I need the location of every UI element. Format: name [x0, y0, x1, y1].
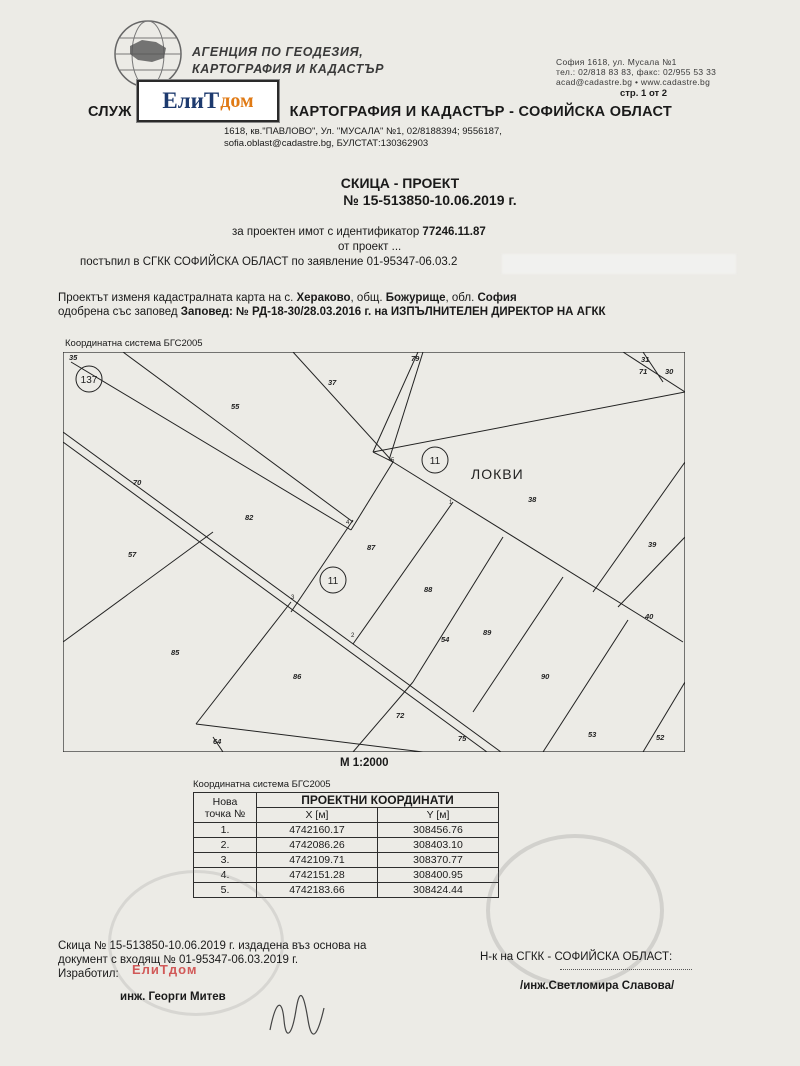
cell-y: 308456.76: [378, 823, 499, 838]
parcel-label: 86: [293, 672, 302, 681]
table-row: [194, 853, 499, 868]
agency-address: [556, 57, 716, 87]
cell-x: 4742183.66: [257, 883, 378, 898]
parcel-label: 55: [231, 402, 240, 411]
change-prefix: Проектът изменя кадастралната карта на с.: [58, 292, 294, 304]
issued-line1: Скица № 15-513850-10.06.2019 г. издадена въз основа на: [58, 940, 367, 952]
office-address: [224, 126, 502, 150]
parcel-label: 75: [458, 734, 467, 743]
faint-round-stamp: [486, 834, 664, 987]
point-label: 3: [291, 595, 295, 601]
property-id-prefix: за проектен имот с идентификатор: [232, 226, 420, 238]
approval-line: [58, 306, 606, 318]
table-coord-system: Координатна система БГС2005: [193, 779, 331, 790]
cell-x: 4742109.71: [257, 853, 378, 868]
parcel-label: 82: [245, 513, 254, 522]
header-x: X [м]: [257, 808, 378, 823]
office-address-line2: sofia.oblast@cadastre.bg, БУЛСТАТ:130362903: [224, 138, 429, 149]
agency-address-line: София 1618, ул. Мусала №1: [556, 57, 677, 67]
signature-scribble: [262, 990, 332, 1040]
header-y: Y [м]: [378, 808, 499, 823]
cell-y: 308424.44: [378, 883, 499, 898]
municipality-name: Божурище: [385, 292, 446, 304]
parcel-label: 53: [588, 730, 597, 739]
parcel-label: 85: [171, 648, 180, 657]
parcel-label: 79: [411, 354, 420, 363]
parcel-label: 54: [441, 635, 450, 644]
approval-prefix: одобрена със заповед: [58, 306, 178, 318]
region-name: София: [477, 292, 517, 304]
property-id-line: [232, 226, 486, 238]
page-number: стр. 1 от 2: [620, 88, 668, 99]
approval-order: Заповед: № РД-18-30/28.03.2016 г. на ИЗПЪЛНИТЕЛЕН ДИРЕКТОР НА АГКК: [180, 306, 606, 318]
agency-name-line1: АГЕНЦИЯ ПО ГЕОДЕЗИЯ,: [192, 45, 364, 59]
preparer-name: инж. Георги Митев: [120, 991, 226, 1003]
parcel-label: 88: [424, 585, 433, 594]
application-line: постъпил в СГКК СОФИЙСКА ОБЛАСТ по заявление 01-95347-06.03.2: [80, 256, 458, 268]
parcel-label: 52: [656, 733, 665, 742]
parcel-label: 64: [213, 737, 222, 746]
parcel-label: 57: [128, 550, 137, 559]
parcel-label: 90: [541, 672, 550, 681]
parcel-label: 89: [483, 628, 492, 637]
table-row: [194, 823, 499, 838]
redaction-blur: [502, 254, 736, 274]
circle-label: 11: [327, 576, 339, 587]
parcel-label: 72: [396, 711, 405, 720]
point-label: 4: [346, 520, 350, 526]
circle-label: 11: [429, 456, 441, 467]
document-title: СКИЦА - ПРОЕКТ: [340, 175, 460, 191]
cell-x: 4742160.17: [257, 823, 378, 838]
change-line: [58, 292, 517, 304]
cell-y: 308403.10: [378, 838, 499, 853]
office-title-suffix: КАРТОГРАФИЯ И КАДАСТЪР - СОФИЙСКА ОБЛАСТ: [289, 104, 673, 120]
cell-point: 5.: [194, 883, 257, 898]
map-coord-system: Координатна система БГС2005: [65, 338, 203, 349]
point-label: 2: [351, 633, 355, 639]
parcel-label: 35: [69, 353, 78, 362]
header-new: Нова: [212, 795, 238, 808]
cell-y: 308370.77: [378, 853, 499, 868]
property-id: 77246.11.87: [422, 226, 486, 238]
circle-label: 137: [80, 375, 98, 386]
cell-point: 1.: [194, 823, 257, 838]
parcel-label: 40: [645, 612, 654, 621]
cell-x: 4742151.28: [257, 868, 378, 883]
cell-point: 3.: [194, 853, 257, 868]
agency-name: [192, 44, 384, 78]
red-brand-stamp: ЕлиТдом: [132, 962, 198, 977]
parcel-label: 87: [367, 543, 376, 552]
map-scale: М 1:2000: [340, 757, 389, 769]
cell-x: 4742086.26: [257, 838, 378, 853]
parcel-label: 70: [133, 478, 142, 487]
brand-watermark-logo: [137, 80, 279, 122]
agency-name-line2: КАРТОГРАФИЯ И КАДАСТЪР: [192, 62, 385, 76]
agency-address-line: тел.: 02/818 83 83, факс: 02/955 53 33: [556, 67, 717, 77]
parcel-label: 31: [641, 355, 650, 364]
agency-address-line: acad@cadastre.bg • www.cadastre.bg: [556, 77, 711, 87]
parcel-label: 30: [665, 367, 674, 376]
issued-line2: документ с входящ № 01-95347-06.03.2019 г.: [58, 954, 299, 966]
header-point: точка №: [204, 807, 246, 820]
point-label: 1: [449, 500, 453, 506]
locality-name: ЛОКВИ: [471, 466, 524, 482]
cadastral-map: [63, 352, 685, 752]
parcel-label: 38: [528, 495, 537, 504]
project-line: от проект ...: [338, 241, 402, 253]
office-address-line1: 1618, кв."ПАВЛОВО", Ул. "МУСАЛА" №1, 02/8188394; 9556187,: [224, 126, 502, 137]
village-name: Хераково: [296, 292, 351, 304]
parcel-label: 39: [648, 540, 657, 549]
head-title: Н-к на СГКК - СОФИЙСКА ОБЛАСТ:: [480, 951, 673, 963]
point-label: 5: [391, 458, 395, 464]
table-row: [194, 838, 499, 853]
signature-line: [560, 969, 692, 970]
head-name: /инж.Светломира Славова/: [520, 980, 675, 992]
cell-point: 4.: [194, 868, 257, 883]
brand-house: дом: [220, 89, 254, 112]
change-mid: , общ.: [350, 292, 383, 304]
prepared-label: Изработил:: [58, 968, 119, 980]
cell-point: 2.: [194, 838, 257, 853]
parcel-label: 71: [639, 367, 648, 376]
document-number: № 15-513850-10.06.2019 г.: [343, 192, 517, 208]
parcel-label: 37: [328, 378, 337, 387]
office-title-prefix: СЛУЖ: [88, 104, 132, 120]
brand-text: ЕлиТ: [162, 88, 220, 113]
header-new-point: [194, 793, 257, 823]
cell-y: 308400.95: [378, 868, 499, 883]
change-mid2: , обл.: [445, 292, 475, 304]
header-project-coords: ПРОЕКТНИ КООРДИНАТИ: [257, 793, 499, 808]
